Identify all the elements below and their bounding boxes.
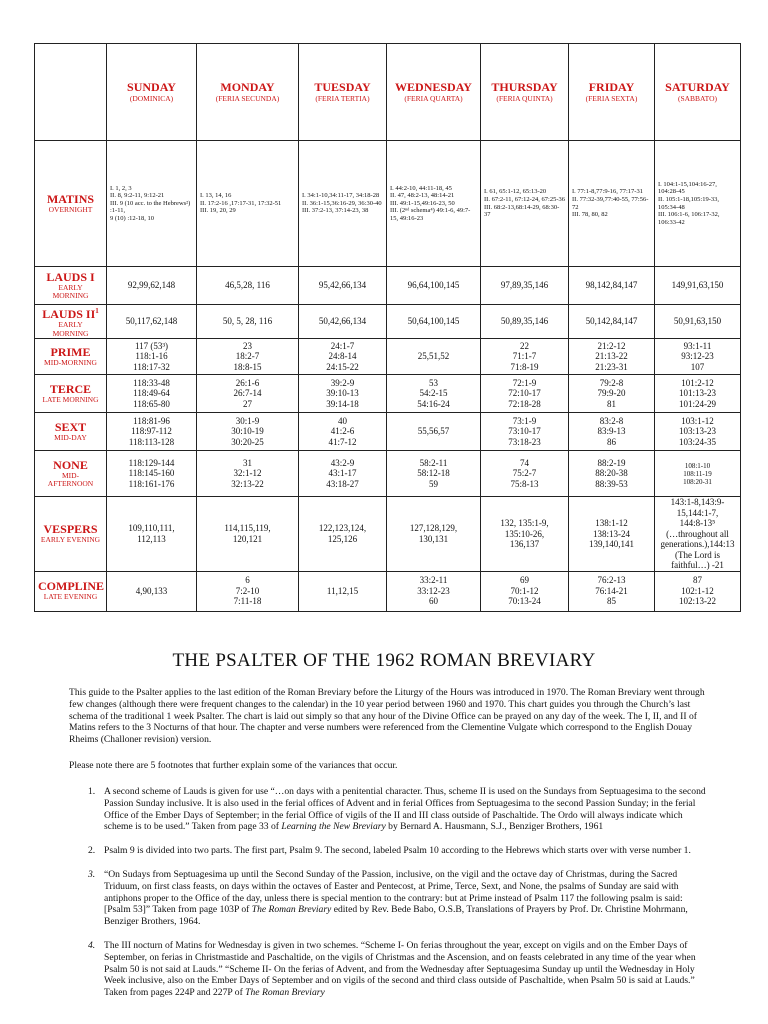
hour-time-label: MORNING [52, 291, 89, 300]
hour-time-label: MID- [61, 470, 80, 480]
hour-row [35, 305, 741, 339]
hour-name: SEXT [54, 419, 87, 434]
hour-time-label: EARLY [58, 320, 83, 329]
psalm-cell: 97,89,35,146 [481, 267, 569, 305]
day-header-row [35, 44, 741, 141]
psalter-table [34, 43, 741, 612]
hour-name: TERCE [49, 381, 92, 396]
psalter-table-body [35, 44, 741, 612]
footnote-source-title: The Roman Breviary [245, 987, 325, 999]
psalm-cell: 50,142,84,147 [569, 305, 655, 339]
footnote-text: Psalm 9 is divided into two parts. The first part, Psalm 9. The second, labeled Psalm 10 according to the Hebrews which starts over with verse number 1. [104, 845, 691, 857]
hour-time-label: LATE MORNING [42, 394, 99, 404]
psalm-cell: 118:81-96 118:97-112 118:113-128 [107, 413, 197, 451]
psalm-cell: 40 41:2-6 41:7-12 [299, 413, 387, 451]
day-name: SUNDAY [127, 80, 176, 94]
psalm-cell: 6 7:2-10 7:11-18 [197, 571, 299, 611]
psalm-cell: 74 75:2-7 75:8-13 [481, 451, 569, 497]
psalm-cell: 76:2-13 76:14-21 85 [569, 571, 655, 611]
psalm-cell: 117 (53³) 118:1-16 118:17-32 [107, 339, 197, 375]
day-header-monday [197, 44, 299, 141]
psalm-cell: 50,89,35,146 [481, 305, 569, 339]
hour-time-label: EARLY [58, 282, 83, 292]
document-title: THE PSALTER OF THE 1962 ROMAN BREVIARY [172, 650, 596, 671]
psalm-cell: 83:2-8 83:9-13 86 [569, 413, 655, 451]
footnote-number: 1. [88, 786, 96, 797]
hour-name: LAUDS $II^1$ [42, 307, 99, 321]
psalm-cell: 26:1-6 26:7-14 27 [197, 375, 299, 413]
psalm-cell: I. 104:1-15,104:16-27, 104:28-45 II. 105:1-18,105:19-33, 105:34-48 III. 106:1-6, 106:17-32, 106:33-42 [655, 141, 741, 267]
psalm-cell: 118:129-144 118:145-160 118:161-176 [107, 451, 197, 497]
psalm-cell: 24:1-7 24:8-14 24:15-22 [299, 339, 387, 375]
hour-name: LAUDS I [46, 269, 95, 284]
psalm-cell: 39:2-9 39:10-13 39:14-18 [299, 375, 387, 413]
hour-name: PRIME [50, 344, 91, 359]
psalm-cell: 46,5,28, 116 [197, 267, 299, 305]
hour-label-cell [35, 339, 107, 375]
psalm-cell: 31 32:1-12 32:13-22 [197, 451, 299, 497]
psalm-cell: 93:1-11 93:12-23 107 [655, 339, 741, 375]
day-name: MONDAY [220, 80, 275, 94]
hour-name: COMPLINE [38, 579, 104, 594]
hour-row [35, 375, 741, 413]
psalm-cell: 103:1-12 103:13-23 103:24-35 [655, 413, 741, 451]
hour-row [35, 339, 741, 375]
psalm-cell: 30:1-9 30:10-19 30:20-25 [197, 413, 299, 451]
footnote-list [69, 786, 709, 1011]
day-header-sunday [107, 44, 197, 141]
psalm-cell: 72:1-9 72:10-17 72:18-28 [481, 375, 569, 413]
psalm-cell: 25,51,52 [387, 339, 481, 375]
hour-row [35, 141, 741, 267]
psalm-cell: 108:1-10 108:11-19 108:20-31 [655, 451, 741, 497]
psalm-cell: 88:2-19 88:20-38 88:39-53 [569, 451, 655, 497]
day-header-wednesday [387, 44, 481, 141]
psalm-cell: 21:2-12 21:13-22 21:23-31 [569, 339, 655, 375]
psalm-cell: 138:1-12 138:13-24 139,140,141 [569, 497, 655, 572]
hour-label-cell [35, 413, 107, 451]
day-header-thursday [481, 44, 569, 141]
day-name: THURSDAY [491, 80, 558, 94]
hour-name: MATINS [46, 191, 95, 206]
psalm-cell: 22 71:1-7 71:8-19 [481, 339, 569, 375]
hour-label-cell [35, 497, 107, 572]
footnote-marker: 1 [95, 307, 99, 315]
psalm-cell: 95,42,66,134 [299, 267, 387, 305]
hour-label-cell [35, 141, 107, 267]
day-name: SATURDAY [665, 80, 730, 94]
day-name: TUESDAY [314, 80, 371, 94]
day-latin: (FERIA SEXTA) [585, 94, 638, 103]
psalm-cell: 50,42,66,134 [299, 305, 387, 339]
psalm-cell: 58:2-11 58:12-18 59 [387, 451, 481, 497]
psalm-cell: 98,142,84,147 [569, 267, 655, 305]
hour-label-cell [35, 451, 107, 497]
psalm-cell: I. 34:1-10,34:11-17, 34:18-28 II. 36:1-15,36:16-29, 36:30-40 III. 37:2-13, 37:14-23, 38 [299, 141, 387, 267]
psalm-cell: I. 61, 65:1-12, 65:13-20 II. 67:2-11, 67:12-24, 67:25-36 III. 68:2-13,68:14-29, 68:30-37 [481, 141, 569, 267]
hour-row [35, 497, 741, 572]
psalm-cell: 50,64,100,145 [387, 305, 481, 339]
footnote-number: 2. [88, 845, 96, 857]
hour-label-cell [35, 305, 107, 339]
footnote-item [69, 786, 709, 833]
hour-row [35, 267, 741, 305]
footnote-notice: Please note there are 5 footnotes that further explain some of the variances that occur. [69, 760, 398, 771]
hour-time-label: AFTERNOON [47, 479, 94, 488]
psalm-cell: 50,117,62,148 [107, 305, 197, 339]
psalm-cell: 109,110,111, 112,113 [107, 497, 197, 572]
day-latin: (FERIA TERTIA) [315, 94, 370, 103]
psalm-cell: 114,115,119, 120,121 [197, 497, 299, 572]
hour-name: VESPERS [43, 522, 98, 536]
day-name: WEDNESDAY [395, 80, 472, 94]
footnote-item [69, 869, 709, 928]
day-latin: (SABBATO) [677, 94, 718, 103]
hour-time-label: MORNING [52, 328, 89, 338]
psalm-cell: 69 70:1-12 70:13-24 [481, 571, 569, 611]
psalm-cell: 87 102:1-12 102:13-22 [655, 571, 741, 611]
psalm-cell: 101:2-12 101:13-23 101:24-29 [655, 375, 741, 413]
psalm-cell: I. 77:1-8,77:9-16, 77:17-31 II. 77:32-39,77:40-55, 77:56-72 III. 78, 80, 82 [569, 141, 655, 267]
psalm-cell: 53 54:2-15 54:16-24 [387, 375, 481, 413]
hour-label-cell [35, 375, 107, 413]
psalm-cell: I. 13, 14, 16 II. 17:2-16 ,17:17-31, 17:32-51 III. 19, 20, 29 [197, 141, 299, 267]
day-latin: (DOMINICA) [129, 94, 174, 103]
psalm-cell: 43:2-9 43:1-17 43:18-27 [299, 451, 387, 497]
psalm-cell: 143:1-8,143:9-15,144:1-7, 144:8-13⁵ (…throughout all generations.),144:13 (The Lord is faithful…) -21 [655, 497, 741, 572]
psalm-cell: 55,56,57 [387, 413, 481, 451]
day-latin: (FERIA QUINTA) [496, 94, 553, 103]
footnote-number: 4. [88, 939, 96, 951]
day-header-tuesday [299, 44, 387, 141]
hour-time-label: MID-DAY [54, 432, 87, 442]
psalm-cell: 50,91,63,150 [655, 305, 741, 339]
intro-paragraph: This guide to the Psalter applies to the last edition of the Roman Breviary before the Liturgy of the Hours was introduced in 1970. The Roman Breviary went through few changes (although there were frequent changes to the calendar) in the 10 year period between 1960 and 1970. This chart guides you through the Church’s last schema of the traditional 1 week Psalter. The chart is laid out simply so that any hour of the Divine Office can be prayed on any day of the week. The I, II, and II of Matins refers to the 3 Nocturns of that hour. The chapter and verse numbers were referenced from the Clementine Vulgate which correspond to the English Douay Rheims (Challoner revision) version. [69, 687, 705, 746]
hour-label-cell [35, 571, 107, 611]
psalm-cell: 122,123,124, 125,126 [299, 497, 387, 572]
corner-cell [35, 44, 107, 141]
psalm-cell: 11,12,15 [299, 571, 387, 611]
footnote-item [69, 940, 709, 999]
day-name: FRIDAY [588, 80, 635, 94]
day-header-friday [569, 44, 655, 141]
day-header-saturday [655, 44, 741, 141]
footnote-source-details: edited by Rev. Bede Babo, O.S.B, Translations of Prayers by Prof. Dr. Christine Mohrmann, Benziger Brothers, 1964. [104, 904, 688, 928]
hour-name: NONE [53, 457, 88, 472]
footnote-source-title: Learning the New Breviary [281, 821, 386, 833]
hour-label-cell [35, 267, 107, 305]
psalm-cell: 73:1-9 73:10-17 73:18-23 [481, 413, 569, 451]
day-latin: (FERIA SECUNDA) [215, 94, 280, 103]
psalm-cell: 118:33-48 118:49-64 118:65-80 [107, 375, 197, 413]
psalm-cell: 50, 5, 28, 116 [197, 305, 299, 339]
day-latin: (FERIA QUARTA) [404, 94, 463, 103]
psalm-cell: 132, 135:1-9, 135:10-26, 136,137 [481, 497, 569, 572]
hour-row [35, 451, 741, 497]
footnote-text: A second scheme of Lauds is given for use “…on days with a penitential character. Thus, scheme II is used on the Sundays from Septuagesima to the second Passion Sunday inclusive. It is also used in the ferial offices of Advent and in ferial Offices from Septuagesima to the second Passion Sunday; in the ferial Office of the Ember Days of September; in the ferial Office of vigils of the II and III class outside of Paschaltide. The Ordo will always indicate which scheme is to be used.” Taken from page 33 of [104, 786, 706, 833]
hour-time-label: LATE EVENING [43, 592, 98, 602]
psalm-cell: 149,91,63,150 [655, 267, 741, 305]
psalm-cell: 79:2-8 79:9-20 81 [569, 375, 655, 413]
footnote-item [69, 845, 709, 857]
footnote-source-title: The Roman Breviary [251, 904, 332, 916]
psalm-cell: 96,64,100,145 [387, 267, 481, 305]
footnote-text: “On Sudays from Septuagesima up until the Second Sunday of the Passion, inclusive, on the vigil and the octave day of Christmas, during the Sacred Triduum, on first class feasts, on days within the octaves of Easter and Pentecost, at Prime, Terce, Sext, and None, the psalms of Sunday are said with antiphons proper to the Office of the day, unless there is special mention to the contrary: but at Prime instead of Psalm 117 the following psalm is said: [Psalm 53]” Taken from page 103P of [104, 868, 683, 916]
psalm-cell: 127,128,129, 130,131 [387, 497, 481, 572]
hour-row [35, 571, 741, 611]
hour-time-label: EARLY EVENING [40, 535, 101, 544]
psalm-cell: 23 18:2-7 18:8-15 [197, 339, 299, 375]
footnote-source-details: by Bernard A. Hausmann, S.J., Benziger Brothers, 1961 [385, 821, 604, 833]
psalm-cell: I. 1, 2, 3 II. 8, 9:2-11, 9:12-21 III. 9 (10 acc. to the Hebrews²) :1-11, 9 (10) :12-18, 10 [107, 141, 197, 267]
psalm-cell: 92,99,62,148 [107, 267, 197, 305]
footnote-number: 3. [88, 868, 96, 880]
hour-time-label: OVERNIGHT [48, 204, 93, 214]
psalm-cell: 33:2-11 33:12-23 60 [387, 571, 481, 611]
psalm-cell: 4,90,133 [107, 571, 197, 611]
psalm-cell: I. 44:2-10, 44:11-18, 45 II. 47, 48:2-13, 48:14-21 III. 49:1-15,49:16-23, 50 III. (2ⁿᵈ schema⁴) 49:1-6, 49:7-15, 49:16-23 [387, 141, 481, 267]
hour-row [35, 413, 741, 451]
footnote-text: The III nocturn of Matins for Wednesday is given in two schemes. “Scheme I- On ferias throughout the year, except on vigils and on the Ember Days of September, on ferias in Christmastide and Paschaltide, on the vigils of Christmas and the Ascension, and on feasts celebrated in any time of the year when Psalm 50 is not said at Lauds.” “Scheme II- On the ferias of Advent, and from the Wednesday after Septuagesima Sunday up until the Wednesday in Holy Week inclusive, also on the Ember Days of September and on vigils of the second and third class outside of Paschaltide, when Psalm 50 is said at Lauds.” Taken from pages 224P and 227P of [104, 939, 696, 999]
hour-time-label: MID-MORNING [44, 357, 97, 367]
